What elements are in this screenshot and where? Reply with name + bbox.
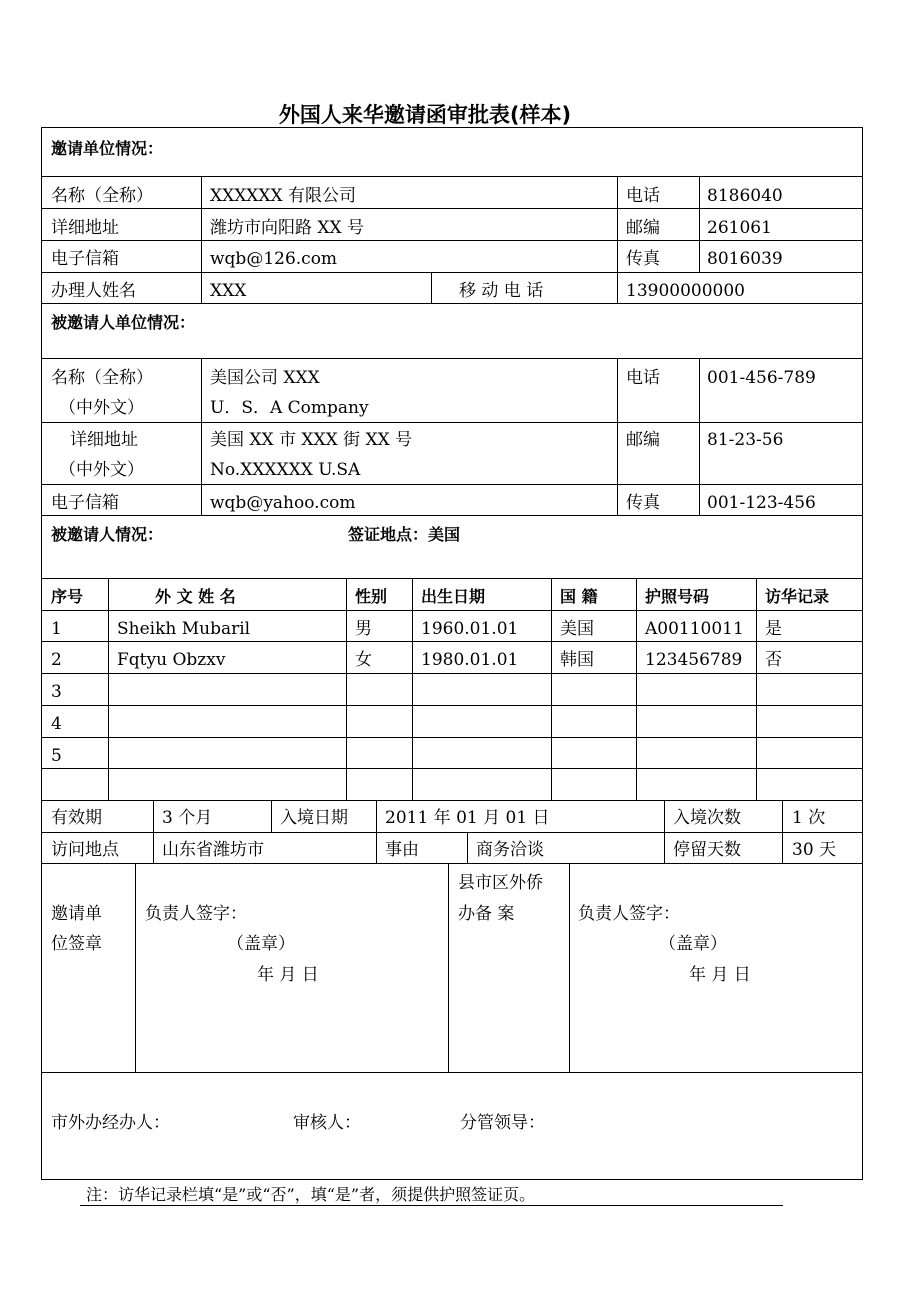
- inviter-handler-value: XXX: [210, 281, 247, 301]
- county-stamp: （盖章）: [659, 934, 727, 954]
- inviter-mobile-value: 13900000000: [626, 281, 745, 301]
- col-divider: [782, 800, 783, 863]
- invitee-unit-name-cn: 美国公司 XXX: [210, 368, 320, 388]
- inviter-email-label: 电子信箱: [51, 249, 119, 269]
- inviter-phone-label: 电话: [626, 186, 660, 206]
- col-header-nationality: 国 籍: [560, 587, 598, 606]
- table-cell: Sheikh Mubaril: [117, 619, 251, 639]
- table-cell: Fqtyu Obzxv: [117, 650, 226, 670]
- row-divider: [42, 737, 862, 738]
- invitee-unit-fax-value: 001-123-456: [707, 493, 816, 513]
- invitee-unit-postcode-label: 邮编: [626, 430, 660, 450]
- row-divider: [42, 176, 862, 177]
- row-divider: [42, 705, 862, 706]
- invitee-unit-name-label: 名称（全称）: [51, 368, 153, 388]
- table-cell: 1980.01.01: [421, 650, 519, 670]
- county-date: 年 月 日: [689, 965, 751, 985]
- approval-form-table: [41, 127, 863, 1180]
- row-divider: [42, 515, 862, 516]
- stay-days-value: 30 天: [792, 840, 837, 860]
- inviter-seal-label: 邀请单: [51, 904, 102, 924]
- row-divider: [42, 484, 862, 485]
- row-divider: [42, 832, 862, 833]
- page-title: 外国人来华邀请函审批表(样本): [278, 103, 572, 127]
- row-divider: [42, 303, 862, 304]
- invitee-unit-name-label-lang: （中外文）: [59, 398, 144, 418]
- invitee-unit-email-value: wqb@yahoo.com: [210, 493, 356, 513]
- col-divider: [271, 800, 272, 832]
- col-divider: [551, 578, 552, 800]
- inviter-name-value: XXXXXX 有限公司: [210, 186, 357, 206]
- inviter-stamp: （盖章）: [227, 934, 295, 954]
- row-divider: [42, 358, 862, 359]
- col-header-no: 序号: [51, 587, 84, 606]
- entry-count-label: 入境次数: [673, 808, 741, 828]
- invitee-unit-section-title: 被邀请人单位情况：: [51, 313, 196, 332]
- col-header-gender: 性别: [355, 587, 388, 606]
- table-cell: 4: [51, 714, 62, 734]
- table-cell: 5: [51, 746, 62, 766]
- inviter-date: 年 月 日: [257, 965, 319, 985]
- col-divider: [699, 176, 700, 272]
- col-divider: [756, 578, 757, 800]
- row-divider: [42, 1072, 862, 1073]
- col-divider: [135, 863, 136, 1072]
- inviter-phone-value: 8186040: [707, 186, 783, 206]
- invitee-unit-email-label: 电子信箱: [51, 493, 119, 513]
- visit-place-value: 山东省潍坊市: [162, 840, 264, 860]
- entry-date-label: 入境日期: [280, 808, 348, 828]
- row-divider: [42, 800, 862, 801]
- validity-value: 3 个月: [162, 808, 213, 828]
- invitee-unit-address-en: No.XXXXXX U.SA: [210, 460, 361, 480]
- invitee-unit-name-en: U．S．A Company: [210, 398, 369, 418]
- entry-date-value: 2011 年 01 月 01 日: [385, 808, 550, 828]
- col-divider: [376, 832, 377, 863]
- row-divider: [42, 673, 862, 674]
- col-divider: [376, 800, 377, 832]
- row-divider: [42, 208, 862, 209]
- table-cell: 否: [765, 650, 782, 670]
- inviter-fax-value: 8016039: [707, 249, 783, 269]
- validity-label: 有效期: [51, 808, 102, 828]
- visit-place-label: 访问地点: [51, 840, 119, 860]
- col-divider: [346, 578, 347, 800]
- inviter-address-label: 详细地址: [51, 218, 119, 238]
- col-divider: [153, 832, 154, 863]
- table-cell: 女: [355, 650, 372, 670]
- col-divider: [617, 176, 618, 303]
- visa-place: 签证地点：美国: [348, 525, 461, 544]
- col-divider: [201, 358, 202, 516]
- col-divider: [201, 176, 202, 303]
- table-cell: 韩国: [560, 650, 594, 670]
- footnote-underline: [80, 1205, 783, 1206]
- office-handler-label: 市外办经办人：: [51, 1113, 170, 1133]
- row-divider: [42, 641, 862, 642]
- inviter-mobile-label: 移 动 电 话: [459, 281, 544, 301]
- row-divider: [42, 272, 862, 273]
- col-divider: [467, 832, 468, 863]
- invitees-section-title: 被邀请人情况：: [51, 525, 164, 544]
- col-divider: [569, 863, 570, 1072]
- leader-label: 分管领导：: [460, 1113, 545, 1133]
- inviter-handler-label: 办理人姓名: [51, 281, 136, 301]
- invitee-unit-address-cn: 美国 XX 市 XXX 街 XX 号: [210, 430, 413, 450]
- county-office-label: 县市区外侨: [458, 873, 543, 893]
- invitee-unit-postcode-value: 81-23-56: [707, 430, 784, 450]
- row-divider: [42, 422, 862, 423]
- invitee-unit-fax-label: 传真: [626, 493, 660, 513]
- table-cell: 123456789: [645, 650, 743, 670]
- row-divider: [42, 863, 862, 864]
- purpose-value: 商务洽谈: [476, 840, 544, 860]
- invitee-unit-address-label-lang: （中外文）: [59, 460, 144, 480]
- col-divider: [431, 272, 432, 303]
- col-header-visit-record: 访华记录: [765, 587, 830, 606]
- col-divider: [617, 358, 618, 516]
- col-divider: [412, 578, 413, 800]
- inviter-section-title: 邀请单位情况：: [51, 139, 164, 158]
- row-divider: [42, 578, 862, 579]
- inviter-fax-label: 传真: [626, 249, 660, 269]
- inviter-email-value: wqb@126.com: [210, 249, 338, 269]
- inviter-seal-label-2: 位签章: [51, 934, 102, 954]
- purpose-label: 事由: [385, 840, 419, 860]
- col-divider: [108, 578, 109, 800]
- inviter-signature: 负责人签字：: [145, 904, 247, 924]
- stay-days-label: 停留天数: [673, 840, 741, 860]
- row-divider: [42, 610, 862, 611]
- table-cell: 男: [355, 619, 372, 639]
- county-signature: 负责人签字：: [578, 904, 680, 924]
- col-divider: [699, 358, 700, 516]
- footnote: 注：访华记录栏填“是”或“否”，填“是”者，须提供护照签证页。: [86, 1185, 536, 1204]
- inviter-postcode-value: 261061: [707, 218, 772, 238]
- col-divider: [664, 800, 665, 863]
- col-header-birth-date: 出生日期: [421, 587, 486, 606]
- row-divider: [42, 768, 862, 769]
- inviter-postcode-label: 邮编: [626, 218, 660, 238]
- table-cell: 1: [51, 619, 62, 639]
- invitee-unit-phone-value: 001-456-789: [707, 368, 816, 388]
- col-divider: [153, 800, 154, 832]
- inviter-address-value: 潍坊市向阳路 XX 号: [210, 218, 365, 238]
- entry-count-value: 1 次: [792, 808, 826, 828]
- table-cell: 2: [51, 650, 62, 670]
- col-header-foreign-name: 外 文 姓 名: [155, 587, 236, 606]
- col-header-passport: 护照号码: [645, 587, 710, 606]
- row-divider: [42, 240, 862, 241]
- table-cell: 1960.01.01: [421, 619, 519, 639]
- table-cell: 美国: [560, 619, 594, 639]
- inviter-name-label: 名称（全称）: [51, 186, 153, 206]
- invitee-unit-phone-label: 电话: [626, 368, 660, 388]
- table-cell: 是: [765, 619, 782, 639]
- table-cell: 3: [51, 682, 62, 702]
- invitee-unit-address-label: 详细地址: [70, 430, 138, 450]
- col-divider: [636, 578, 637, 800]
- table-cell: A00110011: [645, 619, 744, 639]
- reviewer-label: 审核人：: [293, 1113, 361, 1133]
- county-office-label-2: 办备 案: [458, 904, 515, 924]
- col-divider: [448, 863, 449, 1072]
